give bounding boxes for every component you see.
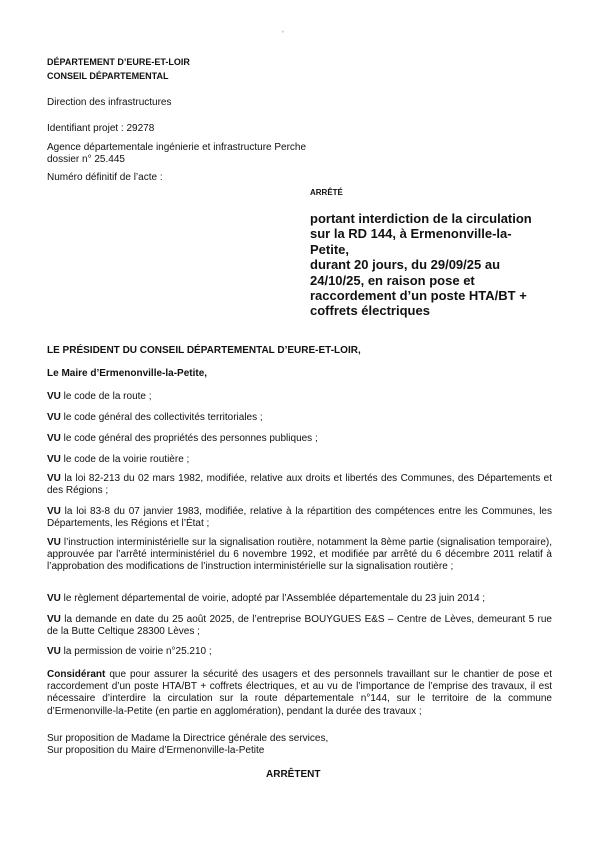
vu-label: VU [47, 646, 61, 657]
vu-text: le règlement départemental de voirie, adopté par l’Assemblée départementale du 23 juin 2014 ; [60, 593, 486, 604]
vu-text: le code général des propriétés des personnes publiques ; [60, 433, 318, 444]
vu-item [47, 593, 552, 605]
vu-item [47, 433, 552, 445]
vu-text: l’instruction interministérielle sur la signalisation routière, notamment la 8ème partie (signalisation temporaire), approuvée par l’arrêté interministériel du 6 novembre 1992, et modifiée par arrêté du 6 décembre 2011 relatif à l’approbation des modifications de l’instruction interministérielle sur la signalisation routière ; [47, 537, 552, 573]
vu-text: la permission de voirie n°25.210 ; [60, 646, 212, 657]
project-id: Identifiant projet : 29278 [47, 123, 155, 134]
vu-text: la demande en date du 25 août 2025, de l’entreprise BOUYGUES E&S – Centre de Lèves, demeurant 5 rue de la Butte Celtique 28300 Lèves ; [47, 614, 552, 638]
vu-label: VU [47, 473, 61, 484]
act-number: Numéro définitif de l’acte : [47, 172, 163, 183]
mayor-heading: Le Maire d’Ermenonville-la-Petite, [47, 368, 208, 379]
vu-item [47, 646, 552, 658]
vu-label: VU [47, 537, 61, 548]
title-line: durant 20 jours, du 29/09/25 au [310, 257, 501, 273]
vu-label: VU [47, 593, 61, 604]
title-line: 24/10/25, en raison pose et [310, 272, 475, 288]
vu-item [47, 473, 552, 497]
vu-item [47, 537, 552, 574]
vu-text: la loi 82-213 du 02 mars 1982, modifiée, relative aux droits et libertés des Communes, des Départements et des Régions ; [47, 473, 552, 497]
agency-line: Agence départementale ingénierie et infrastructure Perche [47, 142, 307, 153]
council-name: CONSEIL DÉPARTEMENTAL [47, 71, 169, 81]
title-line: raccordement d’un poste HTA/BT + [310, 288, 527, 304]
considerant-paragraph [47, 669, 552, 718]
vu-label: VU [47, 433, 61, 444]
vu-item [47, 412, 552, 424]
vu-text: la loi 83-8 du 07 janvier 1983, modifiée, relative à la répartition des compétences entre les Communes, les Départements, les Régions et l’État ; [47, 506, 552, 530]
vu-item [47, 454, 552, 466]
department-name: DÉPARTEMENT D’EURE-ET-LOIR [47, 57, 190, 67]
scan-mark: ʼ [282, 30, 284, 39]
title-line: sur la RD 144, à Ermenonville-la- [310, 226, 512, 242]
title-line: coffrets électriques [310, 303, 430, 319]
considerant-lead: Considérant [47, 669, 106, 680]
vu-label: VU [47, 391, 61, 402]
vu-item [47, 391, 552, 403]
proposition-maire: Sur proposition du Maire d’Ermenonville-la-Petite [47, 745, 265, 756]
decree-title [310, 211, 570, 319]
proposition-dgs: Sur proposition de Madame la Directrice générale des services, [47, 733, 329, 744]
vu-item [47, 506, 552, 530]
vu-label: VU [47, 454, 61, 465]
vu-text: le code de la route ; [60, 391, 152, 402]
vu-label: VU [47, 412, 61, 423]
dossier-number: dossier n° 25.445 [47, 154, 125, 165]
president-heading: LE PRÉSIDENT DU CONSEIL DÉPARTEMENTAL D’EURE-ET-LOIR, [47, 345, 361, 356]
considerant-text: que pour assurer la sécurité des usagers et des personnels travaillant sur le chantier de pose et raccordement d’un poste HTA/BT + coffrets électriques, et au vu de l’importance de l’emprise des travaux, il est nécessaire d’interdire la circulation sur la route départementale n°144, sur le territoire de la commune d’Ermenonville-la-Petite (en partie en agglomération), pendant la durée des travaux ; [47, 669, 552, 717]
vu-label: VU [47, 614, 61, 625]
vu-text: le code général des collectivités territoriales ; [60, 412, 263, 423]
title-line: Petite, [310, 241, 350, 257]
vu-item [47, 614, 552, 638]
vu-text: le code de la voirie routière ; [60, 454, 190, 465]
direction-line: Direction des infrastructures [47, 97, 172, 108]
vu-label: VU [47, 506, 61, 517]
arrete-label: ARRÊTÉ [310, 188, 343, 197]
arretent-heading: ARRÊTENT [266, 769, 321, 780]
title-line: portant interdiction de la circulation [310, 211, 532, 226]
